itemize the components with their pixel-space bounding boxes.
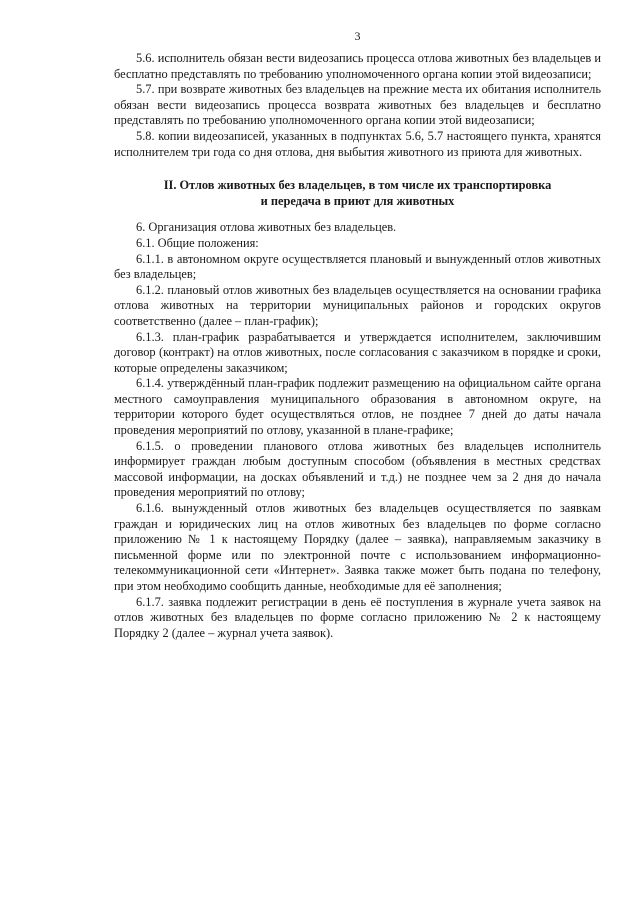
paragraph-5-6: 5.6. исполнитель обязан вести видеозапись процесса отлова животных без владельцев и бесплатно представлять по требованию уполномоченного органа копии этой видеозаписи; xyxy=(114,51,601,81)
paragraph-6-1-1: 6.1.1. в автономном округе осуществляется плановый и вынужденный отлов животных без владельцев; xyxy=(114,251,601,282)
paragraph-5-8: 5.8. копии видеозаписей, указанных в подпунктах 5.6, 5.7 настоящего пункта, хранятся исполнителем три года со дня отлова, дня выбытия животного из приюта для животных. xyxy=(114,128,601,159)
paragraph-6-1-6: 6.1.6. вынужденный отлов животных без владельцев осуществляется по заявкам граждан и юридических лиц на отлов животных без владельцев по форме согласно приложению № 1 к настоящему Порядку (далее – заявка), направляемым заказчику в письменной форме или по электронной почте с использованием информационно-телекоммуникационной сети «Интернет». Заявка также может быть подана по телефону, при этом необходимо сообщить данные, необходимые для её заполнения; xyxy=(114,501,601,593)
paragraph-6-1-4: 6.1.4. утверждённый план-график подлежит размещению на официальном сайте органа местного самоуправления муниципального образования в автономном округе, на территории которого будет осуществляться отлов, не позднее 7 дней до даты начала проведения мероприятий по отлову, указанной в плане-графике; xyxy=(114,376,601,438)
paragraph-6-1-5: 6.1.5. о проведении планового отлова животных без владельцев исполнитель информирует граждан любым доступным способом (объявления в местных средствах массовой информации, на досках объявлений и т.д.) не позднее чем за 2 дня до начала проведения мероприятий по отлову; xyxy=(114,438,601,500)
paragraph-6-1-2: 6.1.2. плановый отлов животных без владельцев осуществляется на основании графика отлова животных на территории муниципальных районов и городских округов соответственно (далее – план-график); xyxy=(114,282,601,328)
paragraph-6-1-7: 6.1.7. заявка подлежит регистрации в день её поступления в журнале учета заявок на отлов животных без владельцев по форме согласно приложению № 2 к настоящему Порядку 2 (далее – журнал учета заявок). xyxy=(114,594,601,640)
paragraph-6-1: 6.1. Общие положения: xyxy=(136,235,259,250)
spacer xyxy=(114,209,601,220)
paragraph-5-7: 5.7. при возврате животных без владельцев на прежние места их обитания исполнитель обязан вести видеозапись процесса возврата животных без владельцев и бесплатно представлять по требованию уполномоченного органа копии этой видеозаписи; xyxy=(114,82,601,128)
section-title-line-1: II. Отлов животных без владельцев, в том числе их транспортировка xyxy=(163,178,552,193)
paragraph-6: 6. Организация отлова животных без владельцев. xyxy=(136,220,397,235)
document-body xyxy=(114,51,601,641)
section-title-line-2: и передача в приют для животных xyxy=(260,193,455,208)
spacer xyxy=(114,160,601,178)
paragraph-6-1-3: 6.1.3. план-график разрабатывается и утверждается исполнителем, заключившим договор (контракт) на отлов животных, после согласования с заказчиком в порядке и сроки, которые определены заказчиком; xyxy=(114,329,601,375)
page-number: 3 xyxy=(354,29,361,43)
